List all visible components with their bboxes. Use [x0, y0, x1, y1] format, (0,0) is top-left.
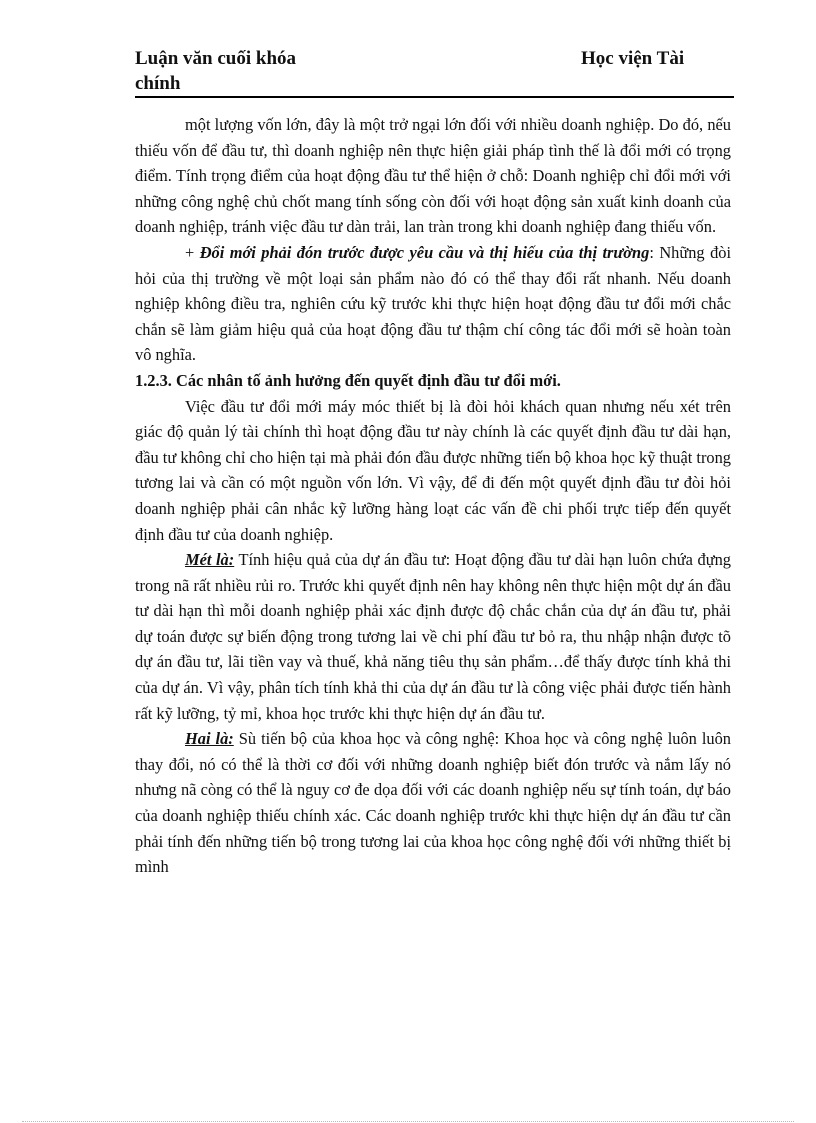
paragraph-1: một lượng vốn lớn, đây là một trở ngại lớn đối với nhiều doanh nghiệp. Do đó, nếu thiếu vốn để đầu tư, thì doanh nghiệp nên thực hiện giải pháp tình thế là đổi mới có trọng điểm. Tính trọng điểm của hoạt động đầu tư thể hiện ở chỗ: Doanh nghiệp chỉ đổi mới với những công nghệ chủ chốt mang tính sống còn đối với hoạt động sản xuất kinh doanh của doanh nghiệp, tránh việc đầu tư dàn trải, lan tràn trong khi doanh nghiệp đang thiếu vốn. — [135, 115, 731, 237]
paragraph-2-body: : Những đòi hỏi của thị trường về một loại sản phẩm nào đó có thể thay đổi rất nhanh. Nếu doanh nghiệp không điều tra, nghiên cứu kỹ trước khi thực hiện hoạt động đầu tư đổi mới chắc chắn sẽ làm giảm hiệu quả của hoạt động đầu tư thậm chí công tác đổi mới sẽ hoàn toàn vô nghĩa. — [135, 242, 732, 365]
paragraph-4-lead: Mét là: — [185, 550, 235, 570]
header-left-line2: chính — [135, 73, 181, 94]
paragraph-2-title: Đổi mới phải đón trước được yêu cầu và thị hiếu của thị trường — [199, 242, 650, 262]
page-bottom-divider — [22, 1121, 794, 1122]
paragraph-5-lead: Hai là: — [185, 729, 234, 749]
paragraph-3: Việc đầu tư đổi mới máy móc thiết bị là đòi hỏi khách quan nhưng nếu xét trên giác độ quản lý tài chính thì hoạt động đầu tư này chính là các quyết định đầu tư dài hạn, đầu tư không chỉ cho hiện tại mà phải đón đầu được những tiến bộ khoa học kỹ thuật trong tương lai và cần có một nguồn vốn lớn. Vì vậy, để đi đến một quyết định đầu tư đòi hỏi doanh nghiệp phải cân nhắc kỹ lưỡng hàng loạt các vấn đề chi phối trực tiếp đến quyết định đầu tư của doanh nghiệp. — [135, 396, 731, 544]
section-heading: 1.2.3. Các nhân tố ảnh hưởng đến quyết định đầu tư đổi mới. — [135, 370, 561, 390]
paragraph-5 — [135, 726, 731, 880]
paragraph-2 — [135, 240, 731, 368]
header-left-line1: Luận văn cuối khóa — [135, 48, 297, 69]
paragraph-5-body: Sù tiến bộ của khoa học và công nghệ: Khoa học và công nghệ luôn luôn thay đổi, nó có thể là thời cơ đối với những doanh nghiệp biết đón trước và nắm lấy nó nhưng nã còng có thể là nguy cơ đe dọa đối với các doanh nghiệp nếu sự tính toán, dự báo của doanh nghiệp thiếu chính xác. Các doanh nghiệp trước khi thực hiện dự án đầu tư cần phải tính đến những tiến bộ trong tương lai của khoa học công nghệ đối với những thiết bị mình — [135, 729, 731, 877]
header-left-title — [135, 46, 296, 96]
paragraph-4 — [135, 547, 731, 726]
document-body — [135, 112, 731, 880]
header-right-title: Học viện Tài — [581, 48, 685, 69]
page-header — [135, 46, 734, 98]
paragraph-4-body: Tính hiệu quả của dự án đầu tư: Hoạt động đầu tư dài hạn luôn chứa đựng trong nã rất nhiều rủi ro. Trước khi quyết định nên hay không nên thực hiện một dự án đầu tư dài hạn thì mỗi doanh nghiệp phải xác định được độ chắc chắn của dự án đầu tư, phải dự toán được sự biến động trong tương lai về chi phí đầu tư bỏ ra, thu nhập nhận được tõ dự án đầu tư, lãi tiền vay và thuế, khả năng tiêu thụ sản phẩm…để thấy được tính khả thi của dự án. Vì vậy, phân tích tính khả thi của dự án đầu tư là công việc phải được tiến hành rất kỹ lưỡng, tỷ mỉ, khoa học trước khi thực hiện dự án đầu tư. — [135, 550, 731, 723]
paragraph-2-prefix: + — [185, 242, 200, 262]
